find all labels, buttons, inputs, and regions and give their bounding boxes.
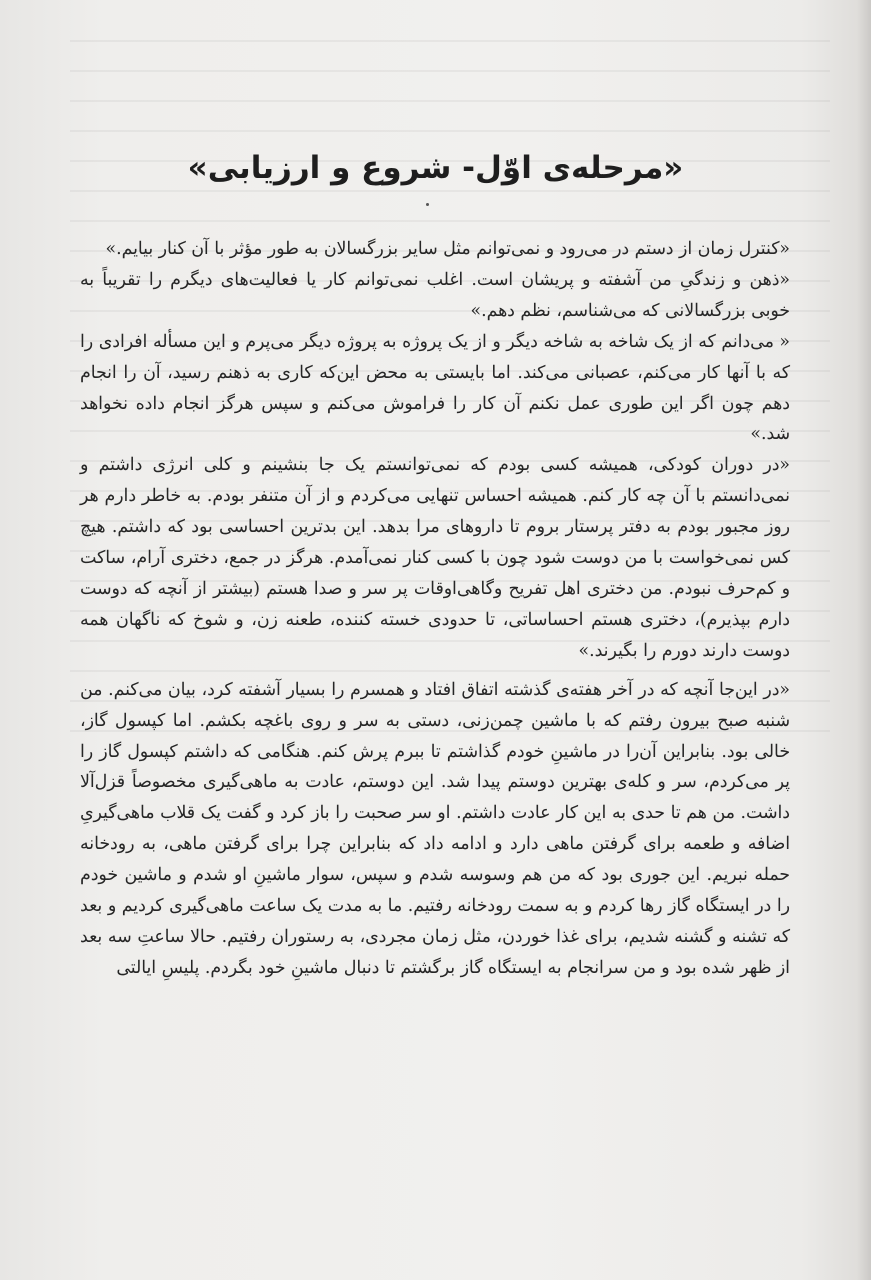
paragraph-5: «در این‌جا آنچه که در آخر هفته‌ی گذشته اتفاق افتاد و همسرم را بسیار آشفته کرد، بیان می‌کنم. من شنبه صبح بیرون رفتم که با ماشین چمن‌زنی، دستی به سر و روی باغچه بکشم. اما کپسول گاز، خالی بود. بنابراین آن‌را در ماشینِ خودم گذاشتم تا ببرم پرش کنم. هنگامی که داشتم کپسول گاز را پر می‌کردم، سر و کله‌ی بهترین دوستم پیدا شد. این دوستم، عادت به ماهی‌گیری مخصوصاً قزل‌آلا داشت. من هم تا حدی به این کار عادت داشتم. او سر صحبت را باز کرد و گفت یک قلاب ماهی‌گیریِ اضافه و طعمه برای گرفتن ماهی دارد و ادامه داد که بنابراین چرا برای گرفتن ماهی، به رودخانه حمله نبریم. این جوری بود که من هم وسوسه شدم و سپس، سوار ماشینِ او شدم و ماشین خودم را در ایستگاه گاز رها کردم و به سمت رودخانه رفتیم. ما به مدت یک ساعت ماهی‌گیری کردیم و بعد که تشنه و گشنه شدیم، برای غذا خوردن، مثل زمان مجردی، به رستوران رفتیم. حالا ساعتِ سه بعد از ظهر شده بود و من سرانجام به ایستگاه گاز برگشتم تا دنبال ماشینِ خود بگردم. پلیسِ ایالتی: [80, 679, 790, 978]
body-text: [80, 234, 790, 984]
paragraph-1: «کنترل زمان از دستم در می‌رود و نمی‌توانم مثل سایر بزرگسالان به طور مؤثر با آن کنار بیایم.»: [105, 239, 790, 259]
chapter-title: «مرحله‌ی اوّل- شروع و ارزیابی»: [187, 150, 684, 186]
paragraph-4: «در دوران کودکی، همیشه کسی بودم که نمی‌توانستم یک جا بنشینم و کلی انرژی داشتم و نمی‌دانستم با آن چه کار کنم. همیشه احساس تنهایی می‌کردم و از آن متنفر بودم. به خاطر دارم هر روز مجبور بودم به دفتر پرستار بروم تا داروهای مرا بدهد. این بدترین احساسی بود که داشتم. هیچ کس نمی‌خواست با من دوست شود چون با کسی کنار نمی‌آمدم. هرگز در جمع، دختری آرام، ساکت و کم‌حرف نبودم. من دختری اهل تفریح وگاهی‌اوقات پر سر و صدا هستم (بیشتر از آنچه که دوست دارم بپذیرم)، دختری هستم احساساتی، تا حدودی خسته کننده، طعنه زن، و شوخ که ناگهان همه دوست دارند دورم را بگیرند.»: [80, 455, 790, 661]
paragraph-2: «ذهن و زندگیِ من آشفته و پریشان است. اغلب نمی‌توانم کار یا فعالیت‌های دیگرم را تقریباً به خوبی بزرگسالانی که می‌شناسم، نظم دهم.»: [80, 269, 790, 321]
page-edge-shadow: [857, 0, 871, 1280]
title-dot: [426, 203, 429, 206]
paragraph-3: « می‌دانم که از یک شاخه به شاخه دیگر و از یک پروژه به پروژه دیگر می‌پرم و این مسأله افرادی را که با آنها کار می‌کنم، عصبانی می‌کند. اما بایستی به محض این‌که کاری به ذهنم رسید، آن را انجام دهم چون اگر این طوری عمل نکنم آن کار را فراموش می‌کنم و سپس هرگز انجام داده نخواهد شد.»: [80, 331, 790, 445]
